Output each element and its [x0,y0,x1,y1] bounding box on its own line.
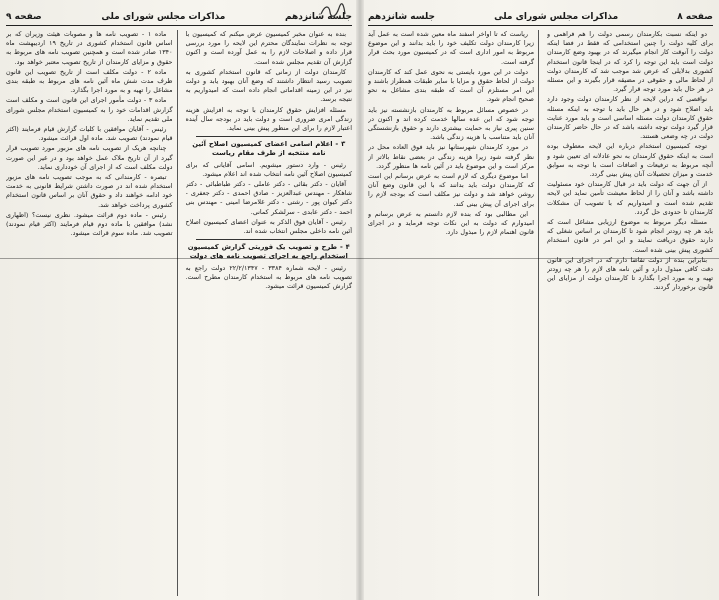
section-divider [196,136,343,137]
paragraph: بنده به عنوان مخبر کمیسیون عرض میکنم که کمیسیون با توجه به نظرات نمایندگان محترم این لایحه را مورد بررسی قرار داده و اصلاحات لازم را به عمل آورده است و اکنون گزارش آن تقدیم مجلس شده است. [185,30,352,66]
running-title: مذاکرات مجلس شورای ملی [494,11,619,22]
paragraph: رئیس - آقایان موافقین با کلیات گزارش قیام فرمایند (اکثر قیام نمودند) تصویب شد. ماده اول قرائت میشود. [6,125,173,143]
paragraph: رئیس - وارد دستور میشویم. اسامی آقایانی که برای کمیسیون اصلاح آئین نامه انتخاب شده اند اعلام میشود. [185,160,352,178]
section-divider [196,239,343,240]
page-8-header [368,10,713,26]
paragraph: تبصره - کارمندانی که به موجب تصویب نامه های مزبور استخدام شده اند در صورت داشتن شرایط قانونی به خدمت خود ادامه خواهند داد و حقوق آنان بر اساس قانون استخدام کشوری پرداخت خواهد شد. [6,173,173,209]
paragraph: ماده ۳ - دولت مأمور اجرای این قانون است و مکلف است گزارش اقدامات خود را به کمیسیون استخدام مجلس شورای ملی تقدیم نماید. [6,96,173,123]
page-number: صفحه ۸ [677,11,713,22]
page-9-header [6,10,352,26]
paragraph: کارمندان دولت از زمانی که قانون استخدام کشوری به تصویب رسید انتظار داشتند که وضع آنان بهبود یابد و دولت نیز در این زمینه اقداماتی انجام داده است که امیدواریم به نتیجه برسد. [185,67,352,104]
paragraph: ماده ۲ - دولت مکلف است از تاریخ تصویب این قانون ظرف مدت شش ماه آئین نامه های مربوط به طبقه بندی مشاغل را تهیه و به مورد اجرا بگذارد. [6,67,173,95]
paragraph: اما موضوع دیگری که لازم است به عرض برسانم این است که کارمندان دولت باید بدانند که با این قانون وضع آنان روشن خواهد شد و دولت نیز مکلف است که بودجه لازم را برای اجرای آن پیش بینی کند. [368,172,534,208]
page-8-columns [368,30,713,596]
page-8-column-left [368,30,539,596]
page-9-column-right [186,30,353,596]
running-title: مذاکرات مجلس شورای ملی [101,11,226,22]
paragraph: دو اینکه نسبت بکارمندان رسمی دولت را هم فراهمی و برای کلیه دولت را چنین استخدامی که فقط در فضا اینکه دولت را آنوقت کار انجام میگیرند که در بهبود وضع کارمندان دولت است باید این توجه را کرد که در اینجا قانون استخدام کشوری بدلایلی که عرض شد موجب شد که کارمندان دولت از لحاظ مالی و حقوقی در مضیقه قرار بگیرند و این مسئله در هر حال باید مورد توجه قرار گیرد. [547,30,713,94]
page-8 [362,0,719,600]
paragraph: در خصوص مسائل مربوط به کارمندان بازنشسته نیز باید توجه شود که این عده سالها خدمت کرده اند و اکنون در سنین پیری نیاز به حمایت بیشتری دارند و حقوق بازنشستگی آنان باید متناسب با هزینه زندگی باشد. [368,105,534,142]
paragraph: ریاست که تا اواخر اسفند ماه معین شده است به عمل آید زیرا کارمندان دولت تکلیف خود را باید بدانند و این موضوع مربوط به امور اداری است که در کمیسیون مورد بحث قرار گرفته است. [368,30,534,66]
section-heading: ۳ - اعلام اسامی اعضای کمیسیون اصلاح آئین نامه منتخبه از طرف مقام ریاست [192,140,346,158]
paragraph: چنانچه هریک از تصویب نامه های مزبور مورد تصویب قرار گیرد از آن تاریخ ملاک عمل خواهد بود و در غیر این صورت دولت مکلف است که از اجرای آن خودداری نماید. [6,144,173,171]
section-heading: ۴ - طرح و تصویب یک فوریتی گزارش کمیسیون استخدام راجع به اجرای تصویب نامه های دولت [187,243,350,261]
paragraph: ماده ۱ - تصویب نامه ها و مصوبات هیئت وزیران که بر اساس قانون استخدام کشوری در تاریخ ۱۹ اردیبهشت ماه ۱۳۴۰ صادر شده است و همچنین تصویب نامه های مربوط به حقوق و مزایای کارمندان از تاریخ تصویب معتبر خواهد بود. [6,30,173,66]
paragraph: در مورد کارمندان شهرستانها نیز باید فوق العاده محل در نظر گرفته شود زیرا هزینه زندگی در بعضی نقاط بالاتر از مرکز است و این موضوع باید در آئین نامه ها منظور گردد. [368,143,534,170]
session-title: جلسه شانزدهم [368,11,436,22]
page-9-column-left [6,30,178,596]
paragraph: این مطالبی بود که بنده لازم دانستم به عرض برسانم و امیدوارم که دولت به این نکات توجه فرماید و در اجرای قانون اهتمام لازم را مبذول دارد. [368,209,534,237]
page-9-columns [6,30,352,596]
paragraph: رئیس - آقایان فوق الذکر به عنوان اعضای کمیسیون اصلاح آئین نامه داخلی مجلس انتخاب شده اند. [185,217,352,236]
paragraph: مسئله دیگر مربوط به موضوع ارزیابی مشاغل است که باید هر چه زودتر انجام شود تا کارمندان بر اساس شغلی که دارند حقوق دریافت نمایند و این امر در قانون استخدام کشوری پیش بینی شده است. [547,218,713,254]
paragraph: بنابراین بنده از دولت تقاضا دارم که در اجرای این قانون دقت کافی مبذول دارد و آئین نامه های لازم را هر چه زودتر تهیه و به مورد اجرا بگذارد تا کارمندان دولت از مزایای این قانون برخوردار گردند. [547,255,713,292]
paragraph: توجه کمیسیون استخدام درباره این لایحه معطوف بوده است به اینکه حقوق کارمندان به نحو عادلانه ای تعیین شود و آنچه مربوط به ترفیعات و اضافات است با توجه به سوابق خدمت و میزان تحصیلات آنان پیش بینی گردد. [547,142,713,179]
paragraph: رئیس - ماده دوم قرائت میشود. نظری نیست؟ (اظهاری نشد) موافقین با ماده دوم قیام فرمایند (اکثر قیام نمودند) تصویب شد. ماده سوم قرائت میشود. [6,210,173,238]
page-number: صفحه ۹ [6,11,42,22]
paragraph: رئیس - لایحه شماره ۳۳۸۴ - ۲۲/۲/۱۳۴۷ دولت راجع به تصویب نامه های مربوط به استخدام کارمندان مطرح است. گزارش کمیسیون قرائت میشود. [185,263,352,291]
paragraph: آقایان - دکتر بقائی - دکتر عاملی - دکتر طباطبائی - دکتر شاهکار - مهندس عبدالعزیز - صادق احمدی - دکتر جعفری - دکتر کیوان پور - رشتی - دکتر غلامرضا امینی - مهندس بنی احمد - دکتر عابدی - سرلشکر کمانی. [185,180,352,216]
paragraph: نواقصی که دراین لایحه از نظر کارمندان دولت وجود دارد باید اصلاح شود و در هر حال باید با توجه به اینکه مسئله حقوق کارمندان دولت مسئله اساسی است و باید مورد عنایت قرار گیرد دولت توجه داشته باشد که در حال حاضر کارمندان دولت در چه وضعی هستند. [547,95,713,141]
handwritten-mark [318,2,348,20]
page-8-column-right [547,30,713,596]
scan-fold-line [0,258,719,259]
session-title: جلسه شانزدهم [284,11,352,22]
paragraph: دولت در این مورد بایستی به نحوی عمل کند که کارمندان دولت از لحاظ حقوق و مزایا با سایر طبقات همطراز باشند و این امر مستلزم آن است که طبقه بندی مشاغل به نحو صحیح انجام شود. [368,67,534,104]
paragraph: مسئله افزایش حقوق کارمندان با توجه به افزایش هزینه زندگی امری ضروری است و دولت باید در بودجه سال آینده اعتبار لازم را برای این منظور پیش بینی نماید. [185,105,352,133]
page-9 [0,0,358,600]
paragraph: از آن جهت که دولت باید در قبال کارمندان خود مسئولیت داشته باشد و آنان را از لحاظ معیشت تأمین نماید این لایحه تقدیم شده است و امیدواریم که با تصویب آن مشکلات کارمندان تا حدودی حل گردد. [547,180,713,216]
